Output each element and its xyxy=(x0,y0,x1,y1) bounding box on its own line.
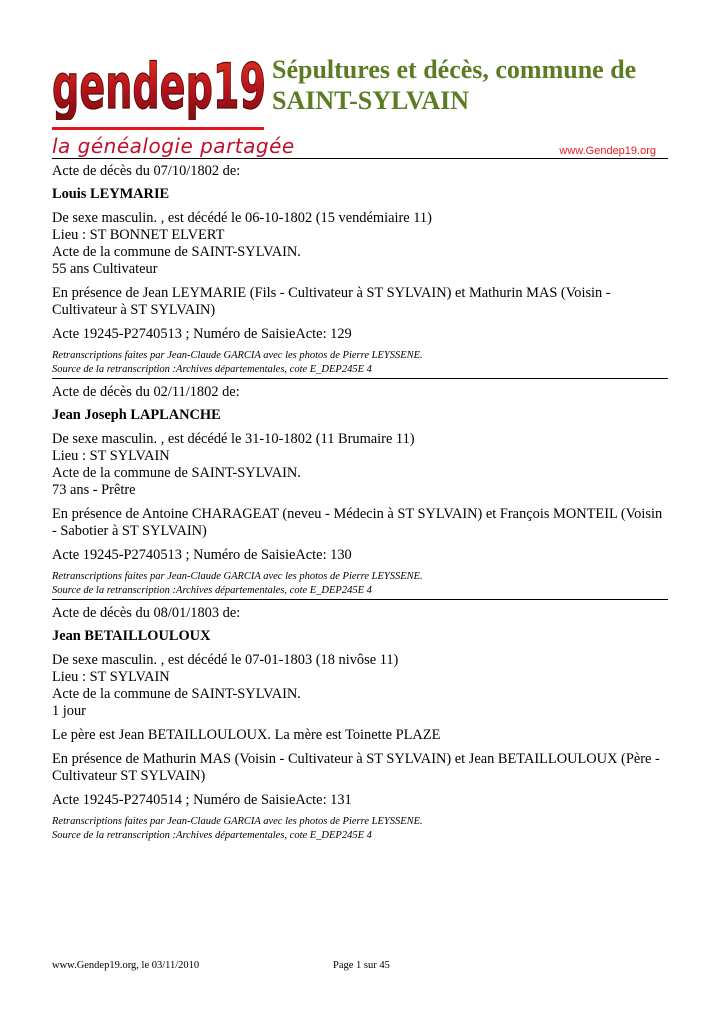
transcription-credit: Retranscriptions faites par Jean-Claude GARCIA avec les photos de Pierre LEYSSENE. xyxy=(52,350,423,361)
title-line-1: Sépultures et décès, commune de xyxy=(272,55,637,84)
tagline: la généalogie partagée xyxy=(52,134,295,158)
record-detail: Lieu : ST SYLVAIN xyxy=(52,448,170,464)
site-url-link[interactable]: www.Gendep19.org xyxy=(559,145,656,157)
acte-reference: Acte 19245-P2740513 ; Numéro de SaisieActe: 129 xyxy=(52,326,352,342)
record-detail: Lieu : ST SYLVAIN xyxy=(52,669,170,685)
source-reference: Source de la retranscription :Archives départementales, cote E_DEP245E 4 xyxy=(52,364,372,375)
transcription-credit: Retranscriptions faites par Jean-Claude GARCIA avec les photos de Pierre LEYSSENE. xyxy=(52,571,423,582)
records-list xyxy=(52,163,668,843)
parents-line: Le père est Jean BETAILLOULOUX. La mère est Toinette PLAZE xyxy=(52,727,441,743)
record-detail: Acte de la commune de SAINT-SYLVAIN. xyxy=(52,244,301,260)
record-separator xyxy=(52,599,668,600)
death-record xyxy=(52,605,668,843)
transcription-credit: Retranscriptions faites par Jean-Claude GARCIA avec les photos de Pierre LEYSSENE. xyxy=(52,816,423,827)
witnesses: En présence de Mathurin MAS (Voisin - Cultivateur à ST SYLVAIN) et Jean BETAILLOULOUX (Père - Cultivateur ST SYLVAIN) xyxy=(52,751,660,784)
witnesses: En présence de Antoine CHARAGEAT (neveu - Médecin à ST SYLVAIN) et François MONTEIL (Voisin - Sabotier à ST SYLVAIN) xyxy=(52,506,663,539)
record-separator xyxy=(52,378,668,379)
acte-reference: Acte 19245-P2740514 ; Numéro de SaisieActe: 131 xyxy=(52,792,352,808)
record-detail: De sexe masculin. , est décédé le 07-01-1803 (18 nivôse 11) xyxy=(52,652,399,668)
logo-text: gendep19 xyxy=(52,50,266,120)
source-reference: Source de la retranscription :Archives départementales, cote E_DEP245E 4 xyxy=(52,585,372,596)
page-title xyxy=(272,54,636,116)
gendep19-logo xyxy=(50,50,270,120)
logo-underline xyxy=(52,127,264,130)
record-detail: De sexe masculin. , est décédé le 06-10-1802 (15 vendémiaire 11) xyxy=(52,210,432,226)
acte-date: Acte de décès du 08/01/1803 de: xyxy=(52,605,241,621)
deceased-name: Jean Joseph LAPLANCHE xyxy=(52,407,221,423)
record-detail: Acte de la commune de SAINT-SYLVAIN. xyxy=(52,686,301,702)
source-reference: Source de la retranscription :Archives départementales, cote E_DEP245E 4 xyxy=(52,830,372,841)
witnesses: En présence de Jean LEYMARIE (Fils - Cultivateur à ST SYLVAIN) et Mathurin MAS (Voisin - Cultivateur à ST SYLVAIN) xyxy=(52,285,611,318)
footer-site-date: www.Gendep19.org, le 03/11/2010 xyxy=(52,960,200,971)
acte-date: Acte de décès du 07/10/1802 de: xyxy=(52,163,241,179)
record-detail: 73 ans - Prêtre xyxy=(52,482,136,498)
death-record xyxy=(52,384,668,598)
death-record xyxy=(52,163,668,377)
record-detail: 1 jour xyxy=(52,703,86,719)
title-line-2: SAINT-SYLVAIN xyxy=(272,86,470,115)
record-detail: 55 ans Cultivateur xyxy=(52,261,158,277)
acte-reference: Acte 19245-P2740513 ; Numéro de SaisieActe: 130 xyxy=(52,547,352,563)
page-header xyxy=(0,0,724,165)
header-divider xyxy=(52,158,668,159)
record-detail: Lieu : ST BONNET ELVERT xyxy=(52,227,225,243)
deceased-name: Jean BETAILLOULOUX xyxy=(52,628,211,644)
record-detail: Acte de la commune de SAINT-SYLVAIN. xyxy=(52,465,301,481)
footer-page-number: Page 1 sur 45 xyxy=(333,960,390,971)
acte-date: Acte de décès du 02/11/1802 de: xyxy=(52,384,240,400)
deceased-name: Louis LEYMARIE xyxy=(52,186,170,202)
record-detail: De sexe masculin. , est décédé le 31-10-1802 (11 Brumaire 11) xyxy=(52,431,415,447)
